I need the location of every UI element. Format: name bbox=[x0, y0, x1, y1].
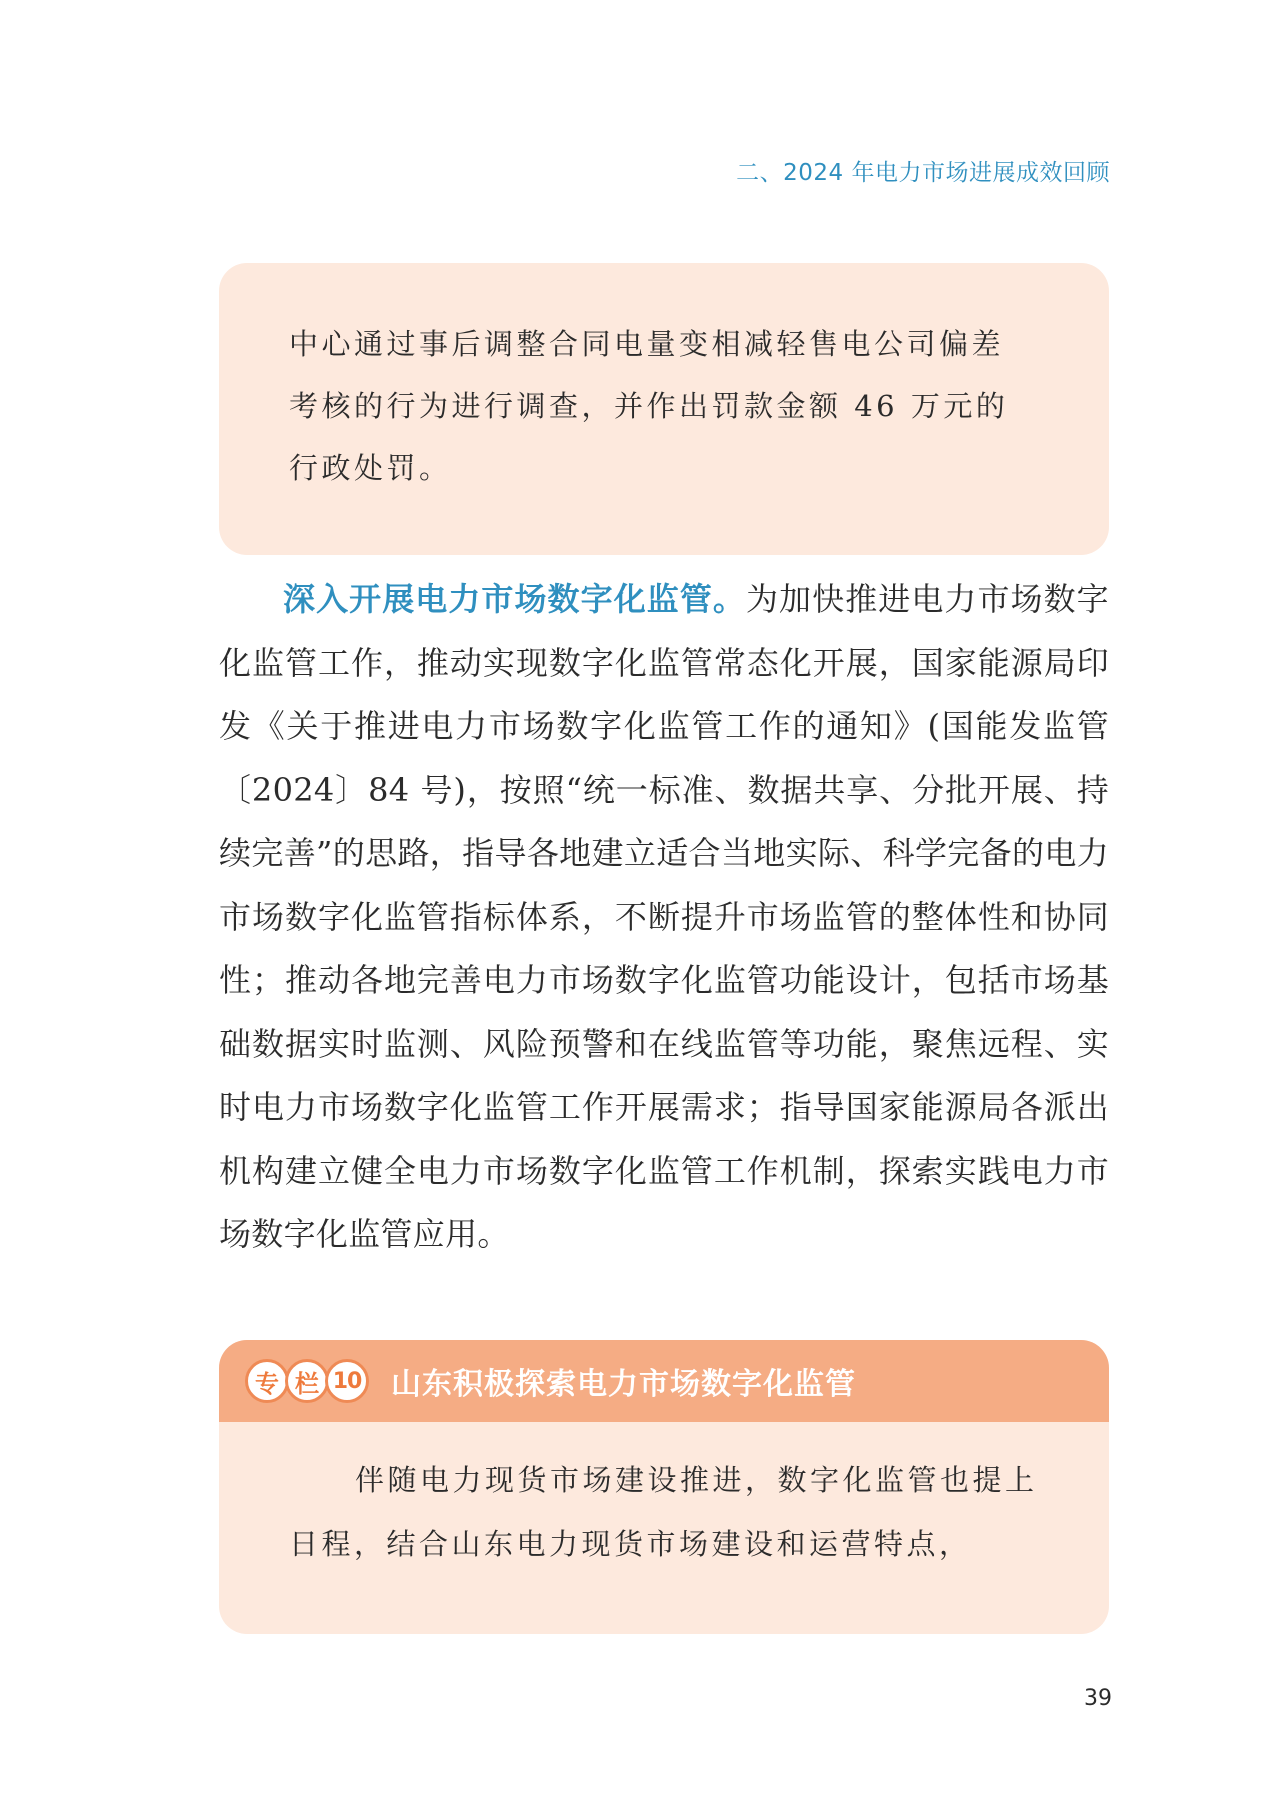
case-line: 中心通过事后调整合同电量变相减轻售电公司偏差 bbox=[289, 327, 1005, 361]
case-line: 行政处罚。 bbox=[289, 451, 452, 485]
badge-char: 专 bbox=[245, 1359, 289, 1403]
body-paragraph bbox=[219, 568, 1109, 1267]
case-box bbox=[219, 263, 1109, 555]
running-header: 二、2024 年电力市场进展成效回顾 bbox=[736, 160, 1110, 186]
feature-title: 山东积极探索电力市场数字化监管 bbox=[391, 1367, 856, 1402]
feature-box bbox=[219, 1340, 1109, 1634]
case-line: 考核的行为进行调查，并作出罚款金额 46 万元的 bbox=[289, 389, 1009, 423]
paragraph-lead: 深入开展电力市场数字化监管。 bbox=[283, 580, 746, 618]
feature-text: 伴随电力现货市场建设推进，数字化监管也提上日程，结合山东电力现货市场建设和运营特点， bbox=[289, 1463, 1038, 1561]
badge-char: 栏 bbox=[285, 1359, 329, 1403]
feature-badge bbox=[245, 1357, 365, 1405]
paragraph-text: 为加快推进电力市场数字化监管工作，推动实现数字化监管常态化开展，国家能源局印发《关于推进电力市场数字化监管工作的通知》(国能发监管〔2024〕84 号)，按照“统一标准、数据共享、分批开展、持续完善”的思路，指导各地建立适合当地实际、科学完备的电力市场数字化监管指标体系，不断提升市场监管的整体性和协同性；推动各地完善电力市场数字化监管功能设计，包括市场基础数据实时监测、风险预警和在线监管等功能，聚焦远程、实时电力市场数字化监管工作开展需求；指导国家能源局各派出机构建立健全电力市场数字化监管工作机制，探索实践电力市场数字化监管应用。 bbox=[219, 580, 1109, 1253]
badge-number: 10 bbox=[325, 1359, 369, 1403]
page-number: 39 bbox=[1084, 1686, 1112, 1711]
feature-header bbox=[219, 1340, 1109, 1422]
